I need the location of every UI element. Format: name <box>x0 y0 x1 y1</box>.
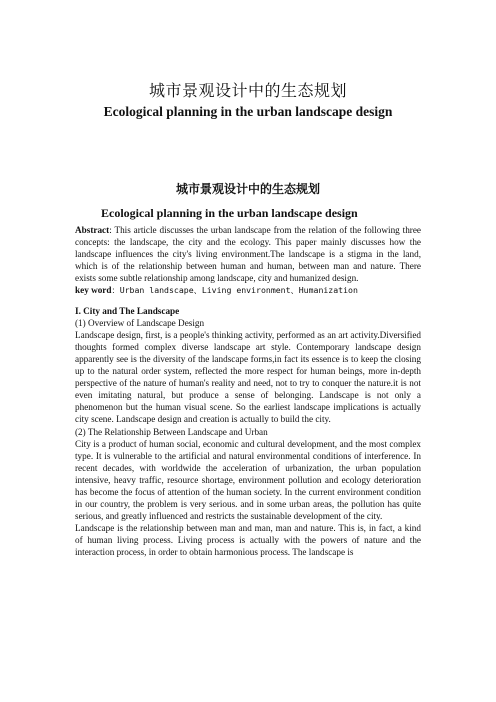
subsection-heading-2: (2) The Relationship Between Landscape and Urban <box>75 426 268 437</box>
document-title-cn: 城市景观设计中的生态规划 <box>148 81 347 100</box>
section-heading-1: I. City and The Landscape <box>75 305 180 316</box>
abstract-text: : This article discusses the urban landscape from the relation of the following three concepts: the landscape, the city and the ecology. This paper mainly discusses how the landscape influences the city's living environment.The landscape is a stigma in the land, which is of the relationship between human and human, between man and nature. There exists some subtle relationship among landscape, city and humanized design. <box>75 225 421 284</box>
keyword-text: ：Urban landscape、Living environment、Humanization <box>111 285 358 296</box>
body-paragraph-1: Landscape design, first, is a people's thinking activity, performed as an art activity.Diversified thoughts formed complex diverse landscape art style. Contemporary landscape design apparently see is the diversity of the landscape forms,in fact its essence is to keep the closing up to the natural order system, reflected the more respect for human beings, more in-depth perspective of the nature of human's reality and need, not to try to conquer the nature.it is not even imitating natural, but produce a sense of belonging. Landscape is not only a phenomenon but the human visual scene. So the earliest landscape implications is actually city scene. Landscape design and creation is actually to build the city. <box>75 329 421 425</box>
abstract-label: Abstract <box>75 225 110 235</box>
body-paragraph-3: Landscape is the relationship between man and man, man and nature. This is, in fact, a kind of human living process. Living process is actually with the powers of nature and the interaction process, in order to obtain harmonious process. The landscape is <box>75 523 421 558</box>
document-title-en: Ecological planning in the urban landscape design <box>103 104 393 119</box>
document-body <box>75 224 421 559</box>
keyword-line <box>75 284 421 296</box>
section-title-en: Ecological planning in the urban landscape design <box>101 206 358 220</box>
body-paragraph-2: City is a product of human social, economic and cultural development, and the most complex type. It is vulnerable to the artificial and natural environmental conditions of interference. In recent decades, with worldwide the acceleration of urbanization, the urban population intensive, heavy traffic, resource shortage, environment pollution and ecology deterioration has become the focus of attention of the human society. In the current environment condition in our country, the problem is very serious. and in some urban areas, the pollution has quite serious, and greatly influenced and restricts the sustainable development of the city. <box>75 438 421 522</box>
section-title-cn: 城市景观设计中的生态规划 <box>175 182 320 196</box>
keyword-label: key word <box>75 285 112 296</box>
abstract-paragraph <box>75 224 421 284</box>
subsection-heading-1: (1) Overview of Landscape Design <box>75 317 205 328</box>
